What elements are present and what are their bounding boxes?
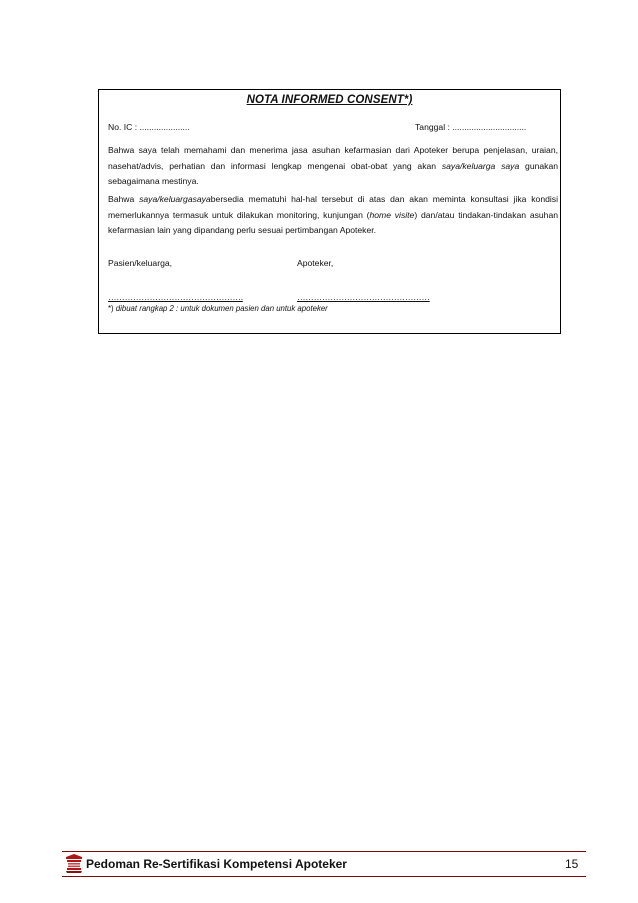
footer-top-rule — [62, 851, 586, 852]
pasien-signature-line: …………………………………………. — [108, 292, 243, 302]
footnote-mark: *) — [108, 304, 114, 313]
tanggal-field: Tanggal : ............................... — [415, 122, 527, 132]
form-title: NOTA INFORMED CONSENT*) — [246, 94, 413, 106]
paragraph-2-italic-1: saya/keluargasaya — [139, 194, 211, 204]
paragraph-1-end: gunakan sebagaimana mestinya. — [108, 160, 559, 187]
footer-bottom-rule — [62, 876, 586, 877]
footnote — [108, 303, 328, 315]
consent-paragraph-1 — [108, 143, 558, 190]
page-number: 15 — [565, 857, 579, 871]
paragraph-2-mid: bersedia mematuhi hal-hal tersebut di atas dan akan meminta konsultasi jika kondisi memerlukannya termasuk untuk dilakukan monitoring, kunjungan ( — [108, 194, 558, 220]
paragraph-1-italic: saya/keluarga saya — [441, 160, 520, 171]
paragraph-2-end: ) dan/atau tindakan-tindakan asuhan kefarmasian lain yang dipandang perlu sesuai pertimbangan Apoteker. — [108, 209, 559, 236]
pasien-label: Pasien/keluarga, — [108, 258, 173, 268]
paragraph-2-italic-2: home visite — [369, 209, 415, 220]
apoteker-signature-line: ………………………………………… — [297, 292, 430, 302]
consent-paragraph-2 — [108, 192, 558, 239]
consent-form-box — [98, 89, 561, 334]
no-ic-field: No. IC : ..................... — [108, 122, 190, 132]
apoteker-label: Apoteker, — [297, 258, 334, 268]
organization-logo-icon — [64, 853, 84, 874]
paragraph-2-start: Bahwa — [108, 194, 140, 204]
paragraph-1-text: Bahwa saya telah memahami dan menerima jasa asuhan kefarmasian dari Apoteker berupa penjelasan, uraian, nasehat/advis, perhatian dan informasi lengkap mengenai obat-obat yang akan — [108, 145, 558, 171]
footer-title: Pedoman Re-Sertifikasi Kompetensi Apoteker — [86, 857, 347, 871]
footnote-text: dibuat rangkap 2 : untuk dokumen pasien dan untuk apoteker — [113, 304, 328, 313]
